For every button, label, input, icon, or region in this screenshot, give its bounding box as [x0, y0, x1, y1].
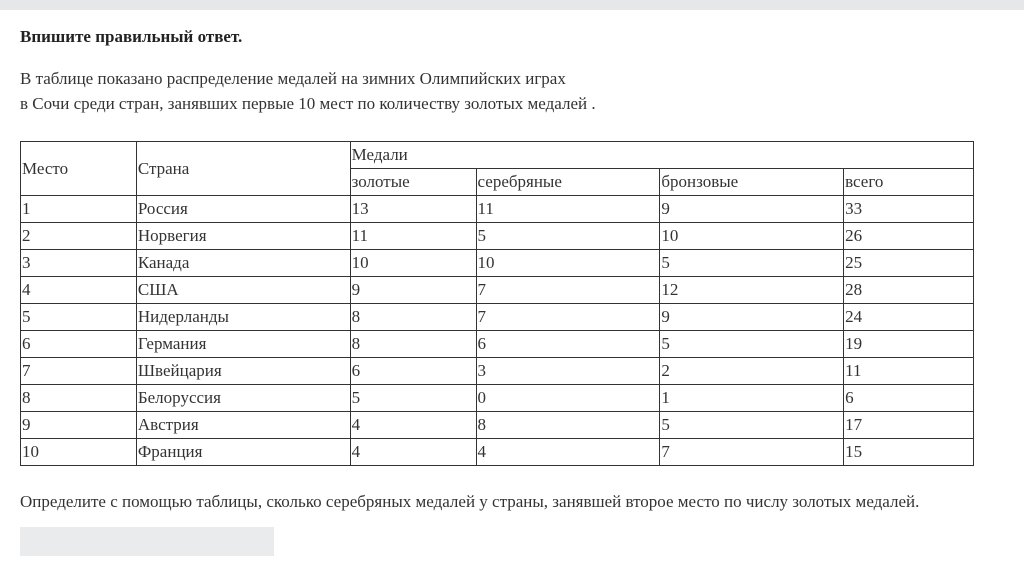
country-cell: США	[136, 277, 350, 304]
total-cell: 11	[844, 358, 974, 385]
silver-cell: 0	[476, 385, 660, 412]
bronze-cell: 9	[660, 196, 844, 223]
table-row	[21, 412, 974, 439]
country-cell: Швейцария	[136, 358, 350, 385]
total-cell: 19	[844, 331, 974, 358]
table-row	[21, 331, 974, 358]
silver-cell: 7	[476, 304, 660, 331]
total-cell: 33	[844, 196, 974, 223]
gold-cell: 4	[350, 439, 476, 466]
bronze-cell: 2	[660, 358, 844, 385]
gold-cell: 13	[350, 196, 476, 223]
bronze-cell: 12	[660, 277, 844, 304]
header-bronze: бронзовые	[660, 169, 844, 196]
bronze-cell: 5	[660, 250, 844, 277]
total-cell: 25	[844, 250, 974, 277]
header-medals: Медали	[350, 142, 973, 169]
place-cell: 3	[21, 250, 137, 277]
silver-cell: 11	[476, 196, 660, 223]
top-bar	[0, 0, 1024, 10]
place-cell: 1	[21, 196, 137, 223]
country-cell: Белоруссия	[136, 385, 350, 412]
total-cell: 17	[844, 412, 974, 439]
silver-cell: 7	[476, 277, 660, 304]
silver-cell: 8	[476, 412, 660, 439]
bronze-cell: 10	[660, 223, 844, 250]
gold-cell: 4	[350, 412, 476, 439]
table-row	[21, 304, 974, 331]
total-cell: 15	[844, 439, 974, 466]
total-cell: 6	[844, 385, 974, 412]
gold-cell: 11	[350, 223, 476, 250]
gold-cell: 5	[350, 385, 476, 412]
header-total: всего	[844, 169, 974, 196]
header-gold: золотые	[350, 169, 476, 196]
place-cell: 9	[21, 412, 137, 439]
place-cell: 7	[21, 358, 137, 385]
intro-line-1: В таблице показано распределение медалей на зимних Олимпийских играх	[20, 69, 566, 88]
gold-cell: 9	[350, 277, 476, 304]
country-cell: Россия	[136, 196, 350, 223]
bronze-cell: 7	[660, 439, 844, 466]
instruction-heading: Впишите правильный ответ.	[20, 27, 243, 46]
total-cell: 24	[844, 304, 974, 331]
gold-cell: 8	[350, 331, 476, 358]
place-cell: 8	[21, 385, 137, 412]
table-header-row	[21, 142, 974, 169]
silver-cell: 4	[476, 439, 660, 466]
bronze-cell: 5	[660, 331, 844, 358]
country-cell: Норвегия	[136, 223, 350, 250]
question-text: Определите с помощью таблицы, сколько серебряных медалей у страны, занявшей второе место по числу золотых медалей.	[20, 492, 920, 511]
place-cell: 6	[21, 331, 137, 358]
table-row	[21, 277, 974, 304]
place-cell: 4	[21, 277, 137, 304]
table-row	[21, 250, 974, 277]
gold-cell: 8	[350, 304, 476, 331]
header-place: Место	[21, 142, 137, 196]
country-cell: Австрия	[136, 412, 350, 439]
silver-cell: 10	[476, 250, 660, 277]
total-cell: 28	[844, 277, 974, 304]
place-cell: 5	[21, 304, 137, 331]
medals-table	[20, 141, 974, 466]
bronze-cell: 9	[660, 304, 844, 331]
bronze-cell: 5	[660, 412, 844, 439]
country-cell: Канада	[136, 250, 350, 277]
total-cell: 26	[844, 223, 974, 250]
place-cell: 10	[21, 439, 137, 466]
header-country: Страна	[136, 142, 350, 196]
bronze-cell: 1	[660, 385, 844, 412]
country-cell: Нидерланды	[136, 304, 350, 331]
table-row	[21, 385, 974, 412]
country-cell: Германия	[136, 331, 350, 358]
table-row	[21, 196, 974, 223]
table-row	[21, 358, 974, 385]
intro-text	[20, 66, 1000, 116]
table-row	[21, 223, 974, 250]
intro-line-2: в Сочи среди стран, занявших первые 10 мест по количеству золотых медалей .	[20, 94, 596, 113]
gold-cell: 6	[350, 358, 476, 385]
country-cell: Франция	[136, 439, 350, 466]
gold-cell: 10	[350, 250, 476, 277]
silver-cell: 3	[476, 358, 660, 385]
table-row	[21, 439, 974, 466]
header-silver: серебряные	[476, 169, 660, 196]
silver-cell: 5	[476, 223, 660, 250]
place-cell: 2	[21, 223, 137, 250]
silver-cell: 6	[476, 331, 660, 358]
answer-input[interactable]	[20, 527, 274, 556]
